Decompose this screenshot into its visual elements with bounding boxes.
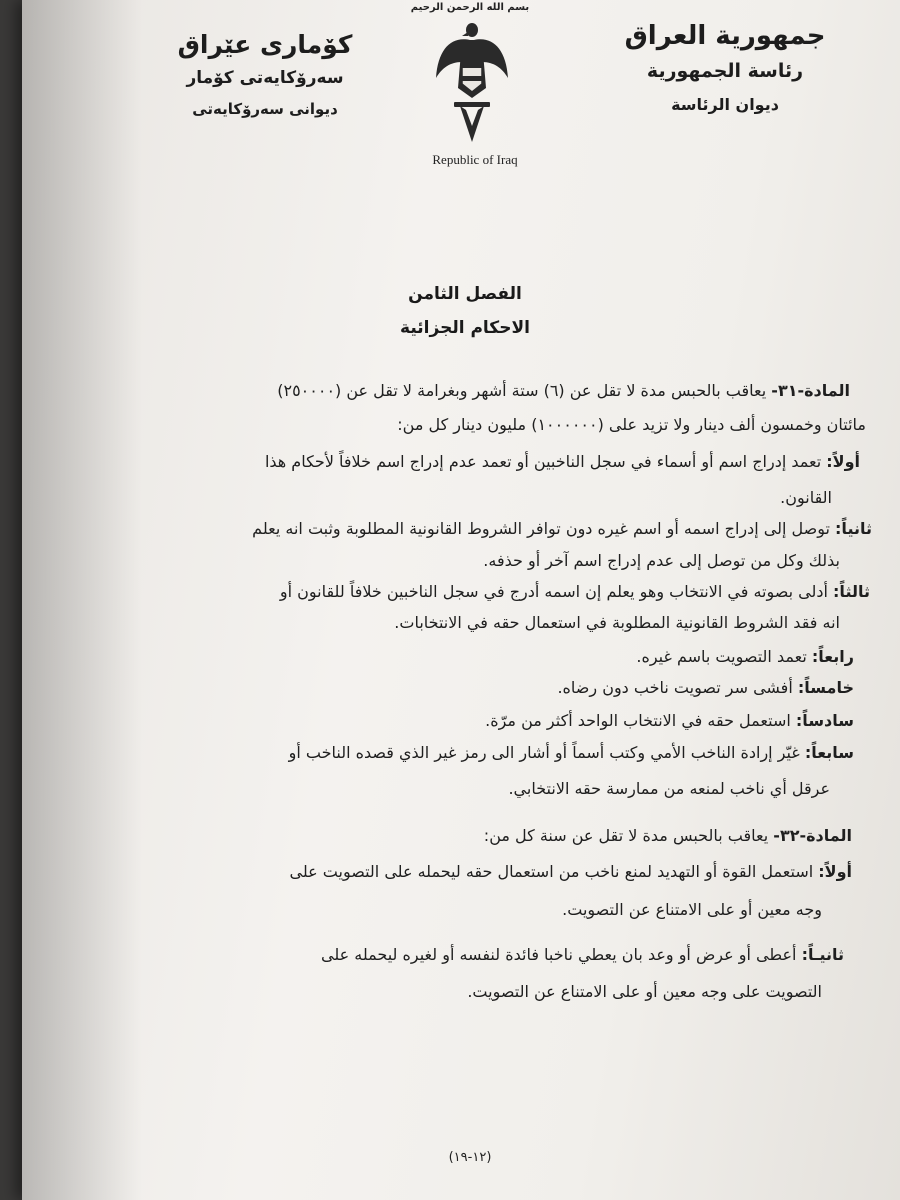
republic-of-iraq-english: Republic of Iraq — [432, 152, 518, 167]
kurdish-letterhead — [150, 28, 380, 124]
article-31-item-5: خامساً: أفشى سر تصويت ناخب دون رضاه. — [557, 678, 854, 697]
kurdish-presidential-office: دیوانی سەرۆكایەتی — [192, 100, 338, 118]
article-32-item-2-line-1: ثانيـاً: أعطى أو عرض أو وعد بان يعطي ناخبا فائدة لنفسه أو لغيره ليحمله على — [320, 945, 844, 964]
article-31-item-2-line-2: بذلك وكل من توصل إلى عدم إدراج اسم آخر أو حذفه. — [483, 551, 840, 570]
article-31-item-7-line-1: سابعاً: غيّر إرادة الناخب الأمي وكتب أسماً أو أشار الى رمز غير الذي قصده الناخب أو — [288, 743, 854, 762]
article-32-item-1-line-2: وجه معين أو على الامتناع عن التصويت. — [562, 900, 822, 919]
article-31-item-2-line-1: ثانياً: توصل إلى إدراج اسمه أو اسم غيره دون توافر الشروط القانونية المطلوبة وثبت انه يعلم — [252, 519, 872, 538]
article-32-label: المادة-٣٢- — [773, 826, 852, 845]
article-32-item-2-line-2: التصويت على وجه معين أو على الامتناع عن التصويت. — [467, 982, 822, 1001]
article-31-item-7-line-2: عرقل أي ناخب لمنعه من ممارسة حقه الانتخابي. — [508, 779, 830, 798]
article-31-item-3-line-2: انه فقد الشروط القانونية المطلوبة في استعمال حقه في الانتخابات. — [394, 613, 840, 632]
arabic-presidency: رئاسة الجمهورية — [646, 60, 804, 82]
basmala: بسم الله الرحمن الرحيم — [410, 2, 530, 13]
article-31-line-2: مائتان وخمسون ألف دينار ولا تزيد على (١٠٠٠٠٠٠) مليون دينار كل من: — [397, 415, 866, 434]
arabic-presidential-office: ديوان الرئاسة — [671, 95, 779, 114]
kurdish-presidency: سەرۆكایەتی كۆمار — [186, 68, 344, 88]
iraq-eagle-emblem-icon — [432, 18, 512, 146]
article-31-item-1-line-1: أولاً: تعمد إدراج اسم أو أسماء في سجل الناخبين أو تعمد عدم إدراج اسم خلافاً لأحكام هذا — [264, 452, 860, 471]
chapter-subtitle: الاحكام الجزائية — [400, 318, 530, 338]
article-31-item-6: سادساً: استعمل حقه في الانتخاب الواحد أكثر من مرّة. — [485, 711, 854, 730]
article-31-item-4: رابعاً: تعمد التصويت باسم غيره. — [636, 647, 854, 666]
page-reference: (١٢-١٩) — [448, 1150, 492, 1165]
arabic-republic-name: جمهورية العراق — [624, 21, 826, 51]
article-32-item-1-line-1: أولاً: استعمل القوة أو التهديد لمنع ناخب من استعمال حقه ليحمله على التصويت على — [289, 862, 852, 881]
kurdish-republic-name: كۆماری عێراق — [177, 30, 353, 59]
article-31-label: المادة-٣١- — [771, 381, 850, 400]
article-31-line-1: المادة-٣١- يعاقب بالحبس مدة لا تقل عن (٦) ستة أشهر وبغرامة لا تقل عن (٢٥٠٠٠٠) — [277, 381, 850, 400]
article-31-item-3-line-1: ثالثاً: أدلى بصوته في الانتخاب وهو يعلم إن اسمه أدرج في سجل الناخبين خلافاً للقانون أو — [279, 582, 870, 601]
article-31-item-1-line-2: القانون. — [780, 488, 832, 507]
arabic-letterhead — [600, 18, 850, 122]
article-32-line-1: المادة-٣٢- يعاقب بالحبس مدة لا تقل عن سنة كل من: — [483, 826, 852, 845]
chapter-title: الفصل الثامن — [408, 284, 522, 304]
